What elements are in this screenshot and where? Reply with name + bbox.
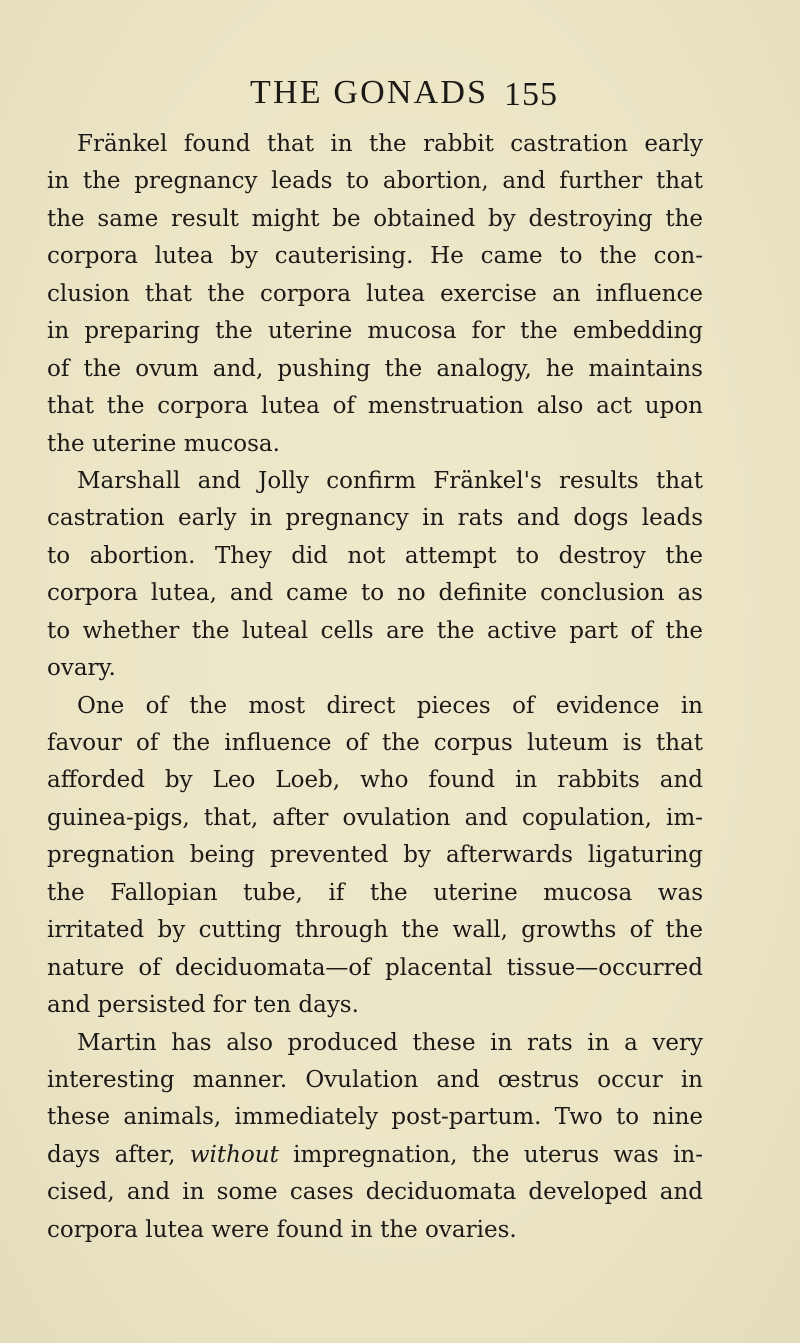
text-line: to whether the luteal cells are the active part of the <box>47 617 703 644</box>
text-line: ovary. <box>47 655 116 682</box>
text-line: corpora lutea by cauterising. He came to the con- <box>47 243 703 270</box>
text-line: Fränkel found that in the rabbit castration early <box>77 131 703 157</box>
italic-word: without <box>189 1141 279 1168</box>
text-line: the Fallopian tube, if the uterine mucosa was <box>47 879 703 906</box>
text-line: irritated by cutting through the wall, growths of the <box>47 917 703 944</box>
running-head <box>0 70 800 114</box>
text-line: clusion that the corpora lutea exercise an influence <box>47 280 703 307</box>
running-head-title: THE GONADS <box>250 74 489 111</box>
text-line: in the pregnancy leads to abortion, and further that <box>47 168 703 195</box>
text-line: Marshall and Jolly confirm Fränkel's results that <box>77 467 703 494</box>
text-line: castration early in pregnancy in rats and dogs leads <box>47 505 703 532</box>
text-line: cised, and in some cases deciduomata developed and <box>47 1179 703 1206</box>
body-text <box>47 126 703 1249</box>
text-line: guinea-pigs, that, after ovulation and copulation, im- <box>47 804 703 831</box>
text-line: One of the most direct pieces of evidence in <box>77 692 703 719</box>
text-line: in preparing the uterine mucosa for the embedding <box>47 318 703 345</box>
text-line: interesting manner. Ovulation and œstrus occur in <box>47 1066 703 1093</box>
text-line: corpora lutea were found in the ovaries. <box>47 1216 517 1243</box>
text-line: to abortion. They did not attempt to destroy the <box>47 542 703 569</box>
text-line: pregnation being prevented by afterwards ligaturing <box>47 842 703 869</box>
text-line: and persisted for ten days. <box>47 992 359 1019</box>
text-line: favour of the influence of the corpus luteum is that <box>47 730 703 756</box>
text-segment: impregnation, the uterus was in- <box>278 1141 703 1168</box>
page-number: 155 <box>504 76 558 113</box>
text-line: Martin has also produced these in rats in a very <box>77 1029 703 1056</box>
text-line: afforded by Leo Loeb, who found in rabbits and <box>47 767 703 794</box>
text-line <box>47 1137 703 1174</box>
text-line: of the ovum and, pushing the analogy, he maintains <box>47 355 703 382</box>
text-line: corpora lutea, and came to no definite conclusion as <box>47 580 703 607</box>
text-line: the same result might be obtained by destroying the <box>47 205 703 232</box>
text-line: the uterine mucosa. <box>47 430 280 457</box>
text-line: nature of deciduomata—of placental tissue—occurred <box>47 954 703 981</box>
text-line: that the corpora lutea of menstruation also act upon <box>47 393 703 420</box>
text-line: these animals, immediately post-partum. Two to nine <box>47 1104 703 1131</box>
text-segment: days after, <box>47 1141 190 1168</box>
